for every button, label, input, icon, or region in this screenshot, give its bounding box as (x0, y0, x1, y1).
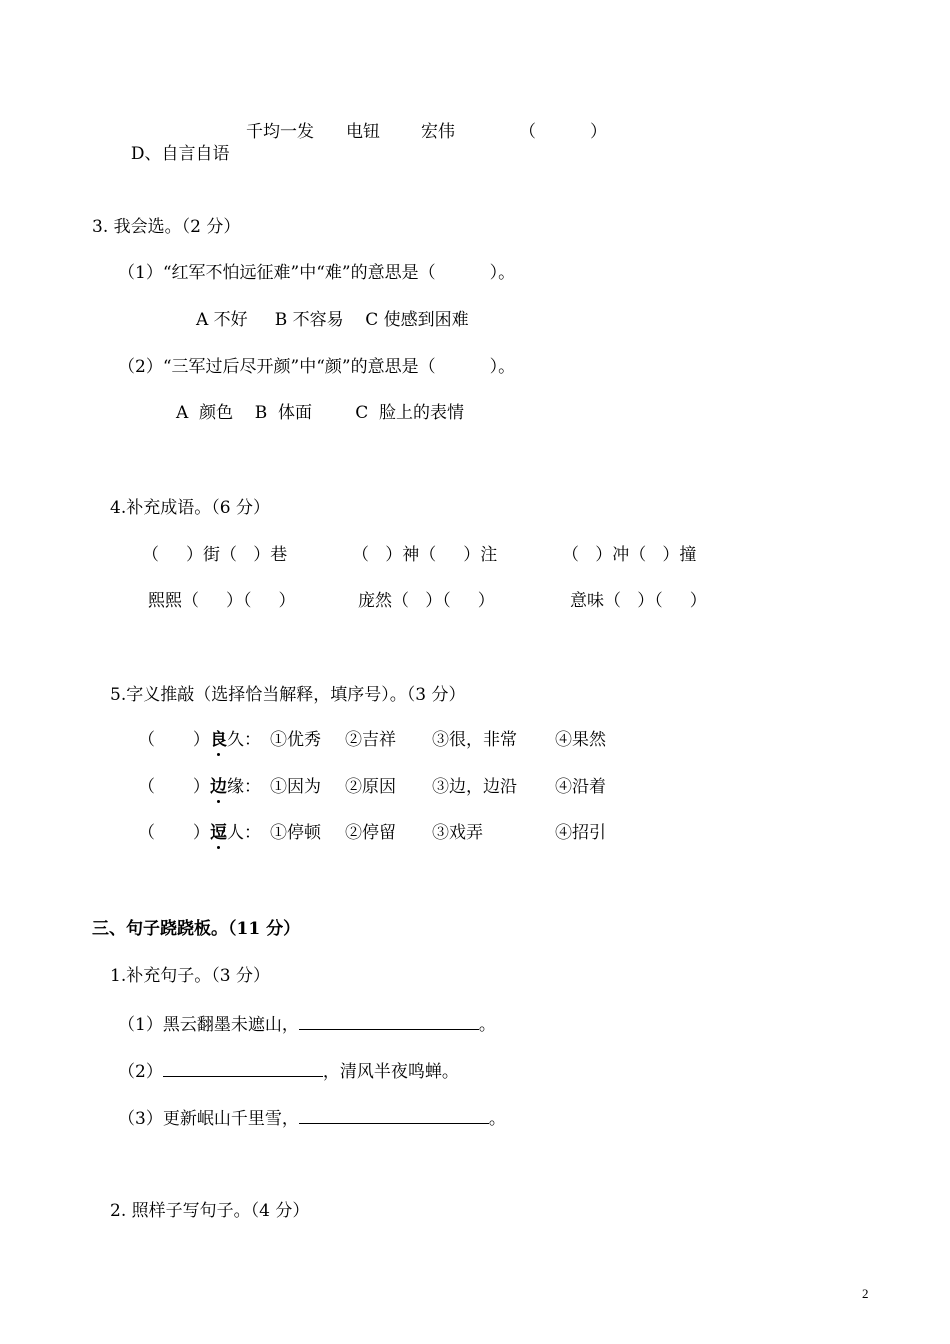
option: ③戏弄 (432, 823, 483, 843)
q3-item-1-options: A 不好 B 不容易 C 使感到困难 (196, 310, 469, 330)
sentence-1-prefix: （1）黑云翻墨未遮山， (118, 1015, 299, 1035)
sentence-3 (118, 1106, 506, 1130)
section-3-title: 三、句子跷跷板。（11 分） (92, 919, 301, 939)
option: ④招引 (555, 823, 606, 843)
emphasis-char: 逗 (210, 823, 227, 843)
word (210, 822, 261, 844)
option-d-answer-bracket[interactable]: （ ） (519, 122, 608, 142)
q4-title: 4.补充成语。（6 分） (110, 498, 270, 518)
option: ②原因 (345, 777, 396, 797)
sentence-3-prefix: （3）更新岷山千里雪， (118, 1109, 299, 1129)
s3-q2-title: 2. 照样子写句子。（4 分） (110, 1201, 310, 1221)
word-rest: 人： (227, 823, 261, 843)
option: ②吉祥 (345, 730, 396, 750)
q5-title: 5.字义推敲（选择恰当解释，填序号）。（3 分） (110, 685, 466, 705)
page-number: 2 (862, 1286, 869, 1301)
emphasis-char: 良 (210, 730, 227, 750)
sentence-1-suffix: 。 (478, 1015, 496, 1035)
sentence-2-prefix: （2） (118, 1062, 163, 1082)
q2-option-d (120, 121, 229, 165)
option-d-word-4: 宏伟 (421, 122, 455, 142)
word-rest: 久： (227, 730, 261, 750)
answer-bracket[interactable]: （ ） (138, 777, 210, 797)
idiom-blank[interactable]: （ ）街（ ）巷 (142, 545, 288, 565)
option: ②停留 (345, 823, 396, 843)
idiom-blank[interactable]: （ ）神（ ）注 (352, 545, 498, 565)
option-d-label: D、自言自语 (130, 144, 230, 164)
idiom-blank[interactable]: 意味（ ）（ ） (570, 591, 707, 611)
sentence-1 (118, 1012, 496, 1036)
answer-bracket[interactable]: （ ） (138, 823, 210, 843)
option-d-word-2: 千均一发 (246, 122, 314, 142)
option: ④沿着 (555, 777, 606, 797)
option: ①优秀 (270, 730, 321, 750)
option: ①停顿 (270, 823, 321, 843)
word (210, 729, 261, 751)
sentence-2-suffix: ，清风半夜鸣蝉。 (322, 1062, 459, 1082)
idiom-blank[interactable]: 熙熙（ ）（ ） (148, 591, 296, 611)
option: ③边，边沿 (432, 777, 517, 797)
idiom-blank[interactable]: （ ）冲（ ）撞 (562, 545, 697, 565)
option: ①因为 (270, 777, 321, 797)
s3-q1-title: 1.补充句子。（3 分） (110, 966, 270, 986)
sentence-2-blank[interactable] (163, 1059, 323, 1077)
sentence-3-blank[interactable] (299, 1106, 489, 1124)
word-rest: 缘： (227, 777, 261, 797)
answer-bracket[interactable]: （ ） (138, 730, 210, 750)
sentence-1-blank[interactable] (299, 1012, 479, 1030)
sentence-3-suffix: 。 (488, 1109, 506, 1129)
idiom-blank[interactable]: 庞然（ ）（ ） (358, 591, 495, 611)
option-d-word-3: 电钮 (346, 122, 380, 142)
q3-item-2: （2）“三军过后尽开颜”中“颜”的意思是（ ）。 (118, 357, 516, 377)
q3-item-2-options: A 颜色 B 体面 C 脸上的表情 (176, 403, 465, 423)
q3-item-1: （1）“红军不怕远征难”中“难”的意思是（ ）。 (118, 263, 516, 283)
sentence-2 (118, 1059, 459, 1083)
option: ④果然 (555, 730, 606, 750)
q3-title: 3. 我会选。（2 分） (92, 217, 241, 237)
word (210, 776, 261, 798)
emphasis-char: 边 (210, 777, 227, 797)
option: ③很，非常 (432, 730, 517, 750)
